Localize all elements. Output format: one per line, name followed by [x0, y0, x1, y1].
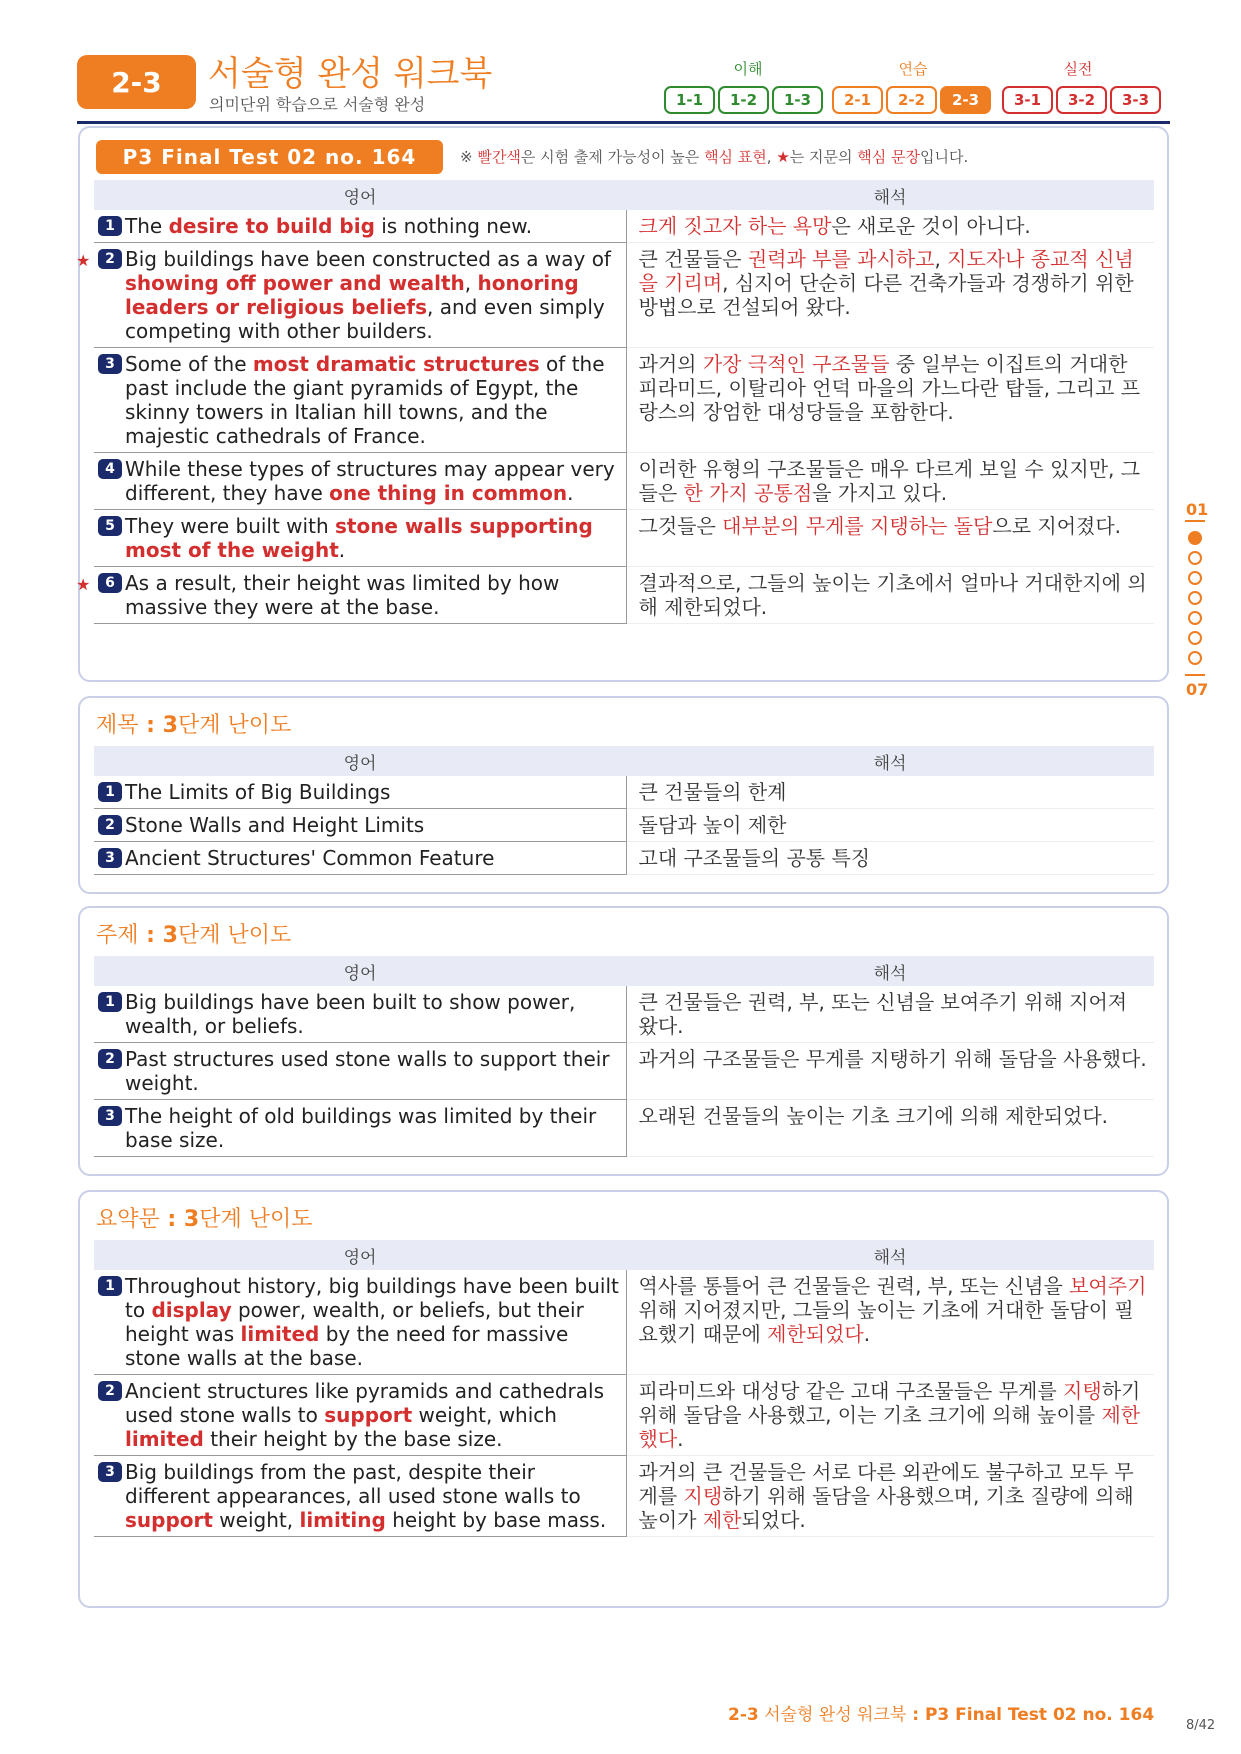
col-header-english: 영어	[94, 180, 626, 210]
stage-label-understand: 이해	[733, 60, 763, 78]
side-progress-dots	[1188, 531, 1204, 671]
side-rule-top	[1185, 520, 1205, 522]
header-rule	[77, 121, 1170, 124]
step-3-3[interactable]: 3-3	[1110, 86, 1161, 114]
passage-section	[78, 126, 1169, 682]
legend-note: ※ 빨간색은 시험 출제 가능성이 높은 핵심 표현, ★는 지문의 핵심 문장입니다.	[460, 148, 969, 166]
side-rule-bottom	[1185, 674, 1205, 676]
page-title: 서술형 완성 워크북	[208, 54, 493, 94]
progress-dot-current[interactable]	[1188, 531, 1202, 545]
sentence-number: 6	[98, 573, 122, 593]
theme-section	[78, 906, 1169, 1176]
step-1-1[interactable]: 1-1	[664, 86, 715, 114]
table-row: 1 The Limits of Big Buildings 큰 건물들의 한계	[94, 776, 1154, 809]
sentence-row: 1 The desire to build big is nothing new. 크게 짓고자 하는 욕망은 새로운 것이 아니다.	[94, 210, 1154, 243]
page-number: 8/42	[1186, 1718, 1216, 1733]
progress-dot[interactable]	[1188, 651, 1202, 665]
col-header-korean: 해석	[626, 180, 1154, 210]
section-heading: 제목 : 3단계 난이도	[96, 713, 292, 738]
progress-dot[interactable]	[1188, 571, 1202, 585]
section-heading: 주제 : 3단계 난이도	[96, 923, 292, 948]
progress-dot[interactable]	[1188, 591, 1202, 605]
sentence-row: ★ 6 As a result, their height was limited by how massive they were at the base. 결과적으로, 그들의 높이는 기초에서 얼마나 거대한지에 의해 제한되었다.	[94, 567, 1154, 624]
table-row: 1 Throughout history, big buildings have been built to display power, wealth, or beliefs, but their height was limited by the need for massive stone walls at the base. 역사를 통틀어 큰 건물들은 권력, 부, 또는 신념을 보여주기 위해 지어졌지만, 그들의 높이는 기초에 거대한 돌담이 필요했기 때문에 제한되었다.	[94, 1270, 1154, 1375]
table-row: 2 Past structures used stone walls to support their weight. 과거의 구조물들은 무게를 지탱하기 위해 돌담을 사용했다.	[94, 1043, 1154, 1100]
sentence-number: 5	[98, 516, 122, 536]
step-3-1[interactable]: 3-1	[1002, 86, 1053, 114]
step-1-3[interactable]: 1-3	[772, 86, 823, 114]
step-nav-understand	[664, 86, 823, 114]
sentence-number: 3	[98, 354, 122, 374]
sentence-row: ★ 2 Big buildings have been constructed as a way of showing off power and wealth, honoring leaders or religious beliefs, and even simply competing with other builders. 큰 건물들은 권력과 부를 과시하고, 지도자나 종교적 신념을 기리며, 심지어 단순히 다른 건축가들과 경쟁하기 위한 방법으로 건설되어 왔다.	[94, 243, 1154, 348]
sentence-number: 4	[98, 459, 122, 479]
side-progress-end: 07	[1186, 680, 1209, 699]
table-row: 3 The height of old buildings was limited by their base size. 오래된 건물들의 높이는 기초 크기에 의해 제한되었다.	[94, 1100, 1154, 1157]
section-heading: 요약문 : 3단계 난이도	[96, 1207, 313, 1232]
unit-badge: 2-3	[77, 55, 196, 109]
table-row: 3 Big buildings from the past, despite their different appearances, all used stone walls to support weight, limiting height by base mass. 과거의 큰 건물들은 서로 다른 외관에도 불구하고 모두 무게를 지탱하기 위해 돌담을 사용했으며, 기초 질량에 의해 높이가 제한되었다.	[94, 1456, 1154, 1537]
footer-label: 2-3 서술형 완성 워크북 : P3 Final Test 02 no. 164	[728, 1705, 1155, 1725]
title-table: 영어 해석 1 The Limits of Big Buildings 큰 건물들의 한계 2 Stone Walls and Height Limits 돌담과 높이 제한 3 Ancient Structures' Common Feature 고대 구조물들의 공통 특징	[94, 746, 1154, 875]
step-nav-real	[1002, 86, 1161, 114]
sentence-row: 4 While these types of structures may appear very different, they have one thing in common. 이러한 유형의 구조물들은 매우 다르게 보일 수 있지만, 그들은 한 가지 공통점을 가지고 있다.	[94, 453, 1154, 510]
progress-dot[interactable]	[1188, 551, 1202, 565]
summary-table: 영어 해석 1 Throughout history, big buildings have been built to display power, wealth, or beliefs, but their height was limited by the need for massive stone walls at the base. 역사를 통틀어 큰 건물들은 권력, 부, 또는 신념을 보여주기 위해 지어졌지만, 그들의 높이는 기초에 거대한 돌담이 필요했기 때문에 제한되었다. 2 Ancient structures like pyramids and cathedrals used stone walls to support weight, which limited their height by the base size. 피라미드와 대성당 같은 고대 구조물들은 무게를 지탱하기 위해 돌담을 사용했고, 이는 기초 크기에 의해 높이를 제한했다. 3 Big buildings from the past, despite their different appearances, all used stone walls to support weight, limiting height by base mass. 과거의 큰 건물들은 서로 다른 외관에도 불구하고 모두 무게를 지탱하기 위해 돌담을 사용했으며, 기초 질량에 의해 높이가 제한되었다.	[94, 1240, 1154, 1537]
title-section	[78, 696, 1169, 894]
table-row: 2 Stone Walls and Height Limits 돌담과 높이 제한	[94, 809, 1154, 842]
side-progress-start: 01	[1186, 500, 1209, 519]
sentence-row: 3 Some of the most dramatic structures of the past include the giant pyramids of Egypt, the skinny towers in Italian hill towns, and the majestic cathedrals of France. 과거의 가장 극적인 구조물들 중 일부는 이집트의 거대한 피라미드, 이탈리아 언덕 마을의 가느다란 탑들, 그리고 프랑스의 장엄한 대성당들을 포함한다.	[94, 348, 1154, 453]
page-subtitle: 의미단위 학습으로 서술형 완성	[209, 95, 426, 114]
step-2-3-current[interactable]: 2-3	[940, 86, 991, 114]
passage-table	[76, 180, 1154, 624]
sentence-row: 5 They were built with stone walls supporting most of the weight. 그것들은 대부분의 무게를 지탱하는 돌담으로 지어졌다.	[94, 510, 1154, 567]
summary-section	[78, 1190, 1169, 1608]
key-sentence-star-icon: ★	[76, 575, 91, 594]
step-3-2[interactable]: 3-2	[1056, 86, 1107, 114]
step-2-1[interactable]: 2-1	[832, 86, 883, 114]
table-row: 3 Ancient Structures' Common Feature 고대 구조물들의 공통 특징	[94, 842, 1154, 875]
progress-dot[interactable]	[1188, 631, 1202, 645]
sentence-number: 2	[98, 249, 122, 269]
step-2-2[interactable]: 2-2	[886, 86, 937, 114]
table-row: 2 Ancient structures like pyramids and cathedrals used stone walls to support weight, which limited their height by the base size. 피라미드와 대성당 같은 고대 구조물들은 무게를 지탱하기 위해 돌담을 사용했고, 이는 기초 크기에 의해 높이를 제한했다.	[94, 1375, 1154, 1456]
stage-label-practice: 연습	[898, 60, 928, 78]
progress-dot[interactable]	[1188, 611, 1202, 625]
table-row: 1 Big buildings have been built to show power, wealth, or beliefs. 큰 건물들은 권력, 부, 또는 신념을 보여주기 위해 지어져 왔다.	[94, 986, 1154, 1043]
key-sentence-star-icon: ★	[76, 251, 91, 270]
sentence-number: 1	[98, 216, 122, 236]
step-1-2[interactable]: 1-2	[718, 86, 769, 114]
stage-label-real: 실전	[1063, 60, 1093, 78]
step-nav-practice	[832, 86, 991, 114]
test-label: P3 Final Test 02 no. 164	[96, 140, 443, 174]
theme-table: 영어 해석 1 Big buildings have been built to show power, wealth, or beliefs. 큰 건물들은 권력, 부, 또는 신념을 보여주기 위해 지어져 왔다. 2 Past structures used stone walls to support their weight. 과거의 구조물들은 무게를 지탱하기 위해 돌담을 사용했다. 3 The height of old buildings was limited by their base size. 오래된 건물들의 높이는 기초 크기에 의해 제한되었다.	[94, 956, 1154, 1157]
